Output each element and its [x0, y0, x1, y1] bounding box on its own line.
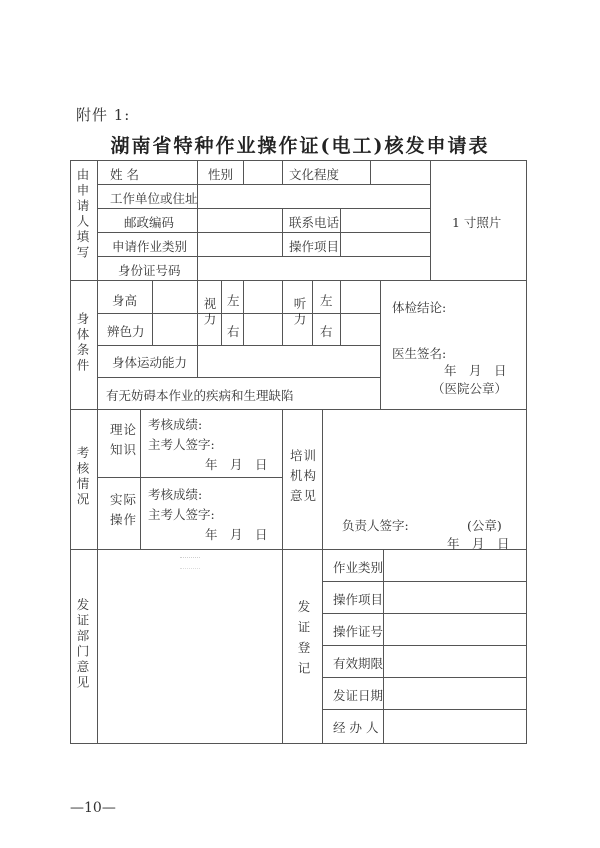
employer-label: 工作单位或住址 — [110, 191, 198, 206]
vision-label: 视力 — [202, 297, 217, 328]
id-number-label: 身份证号码 — [118, 263, 181, 278]
scan-smudge — [180, 557, 200, 569]
theory-score-label: 考核成绩: — [148, 417, 203, 432]
theory-examiner-label: 主考人签字: — [148, 437, 215, 452]
attachment-label: 附件 1: — [76, 106, 131, 124]
practice-score-label: 考核成绩: — [148, 487, 203, 502]
exam-date-label: 年 月 日 — [444, 363, 507, 378]
practice-examiner-label: 主考人签字: — [148, 507, 215, 522]
exam-conclusion-label: 体检结论: — [392, 300, 447, 315]
theory-date-label: 年 月 日 — [205, 457, 268, 472]
training-date-label: 年 月 日 — [447, 536, 510, 551]
name-label: 姓 名 — [110, 167, 139, 182]
doctor-signature-label: 医生签名: — [392, 346, 447, 361]
reg-certificate-number: 操作证号 — [333, 624, 384, 639]
postal-code-label: 邮政编码 — [124, 215, 175, 230]
reg-issue-date: 发证日期 — [333, 688, 384, 703]
photo-placeholder: 1 寸照片 — [452, 215, 502, 230]
height-label: 身高 — [112, 293, 138, 308]
reg-operation-item: 操作项目 — [333, 592, 384, 607]
reg-validity-period: 有效期限 — [333, 656, 384, 671]
vision-left-label: 左 — [227, 293, 240, 308]
practical-operation-label: 实际操作 — [110, 492, 138, 527]
disease-defect-label: 有无妨碍本作业的疾病和生理缺陷 — [106, 388, 294, 403]
operation-item-label: 操作项目 — [289, 239, 340, 254]
applicant-section-heading: 由申请人填写 — [75, 168, 90, 261]
training-opinion-label: 培训机构意见 — [290, 448, 318, 503]
reg-job-category: 作业类别 — [333, 560, 384, 575]
responsible-signature-label: 负责人签字: — [342, 518, 409, 533]
issuing-dept-heading: 发证部门意见 — [75, 598, 90, 691]
issuance-registration-heading: 发证登记 — [296, 600, 311, 682]
hearing-left-label: 左 — [320, 293, 333, 308]
physical-section-heading: 身体条件 — [75, 312, 90, 374]
hearing-label: 听力 — [292, 297, 307, 328]
gender-label: 性别 — [208, 167, 234, 182]
hospital-seal-label: （医院公章） — [432, 381, 508, 396]
phone-label: 联系电话 — [289, 215, 340, 230]
theory-knowledge-label: 理论知识 — [110, 422, 138, 457]
education-label: 文化程度 — [289, 167, 340, 182]
practice-date-label: 年 月 日 — [205, 527, 268, 542]
hearing-right-label: 右 — [320, 324, 333, 339]
official-seal-label: (公章) — [467, 518, 502, 533]
job-category-label: 申请作业类别 — [112, 239, 188, 254]
color-vision-label: 辨色力 — [107, 324, 145, 339]
page-number: —10— — [70, 800, 116, 816]
vision-right-label: 右 — [227, 324, 240, 339]
exam-section-heading: 考核情况 — [75, 446, 90, 508]
reg-handler: 经 办 人 — [333, 720, 379, 735]
form-title: 湖南省特种作业操作证(电工)核发申请表 — [110, 135, 490, 157]
motor-ability-label: 身体运动能力 — [112, 355, 188, 370]
